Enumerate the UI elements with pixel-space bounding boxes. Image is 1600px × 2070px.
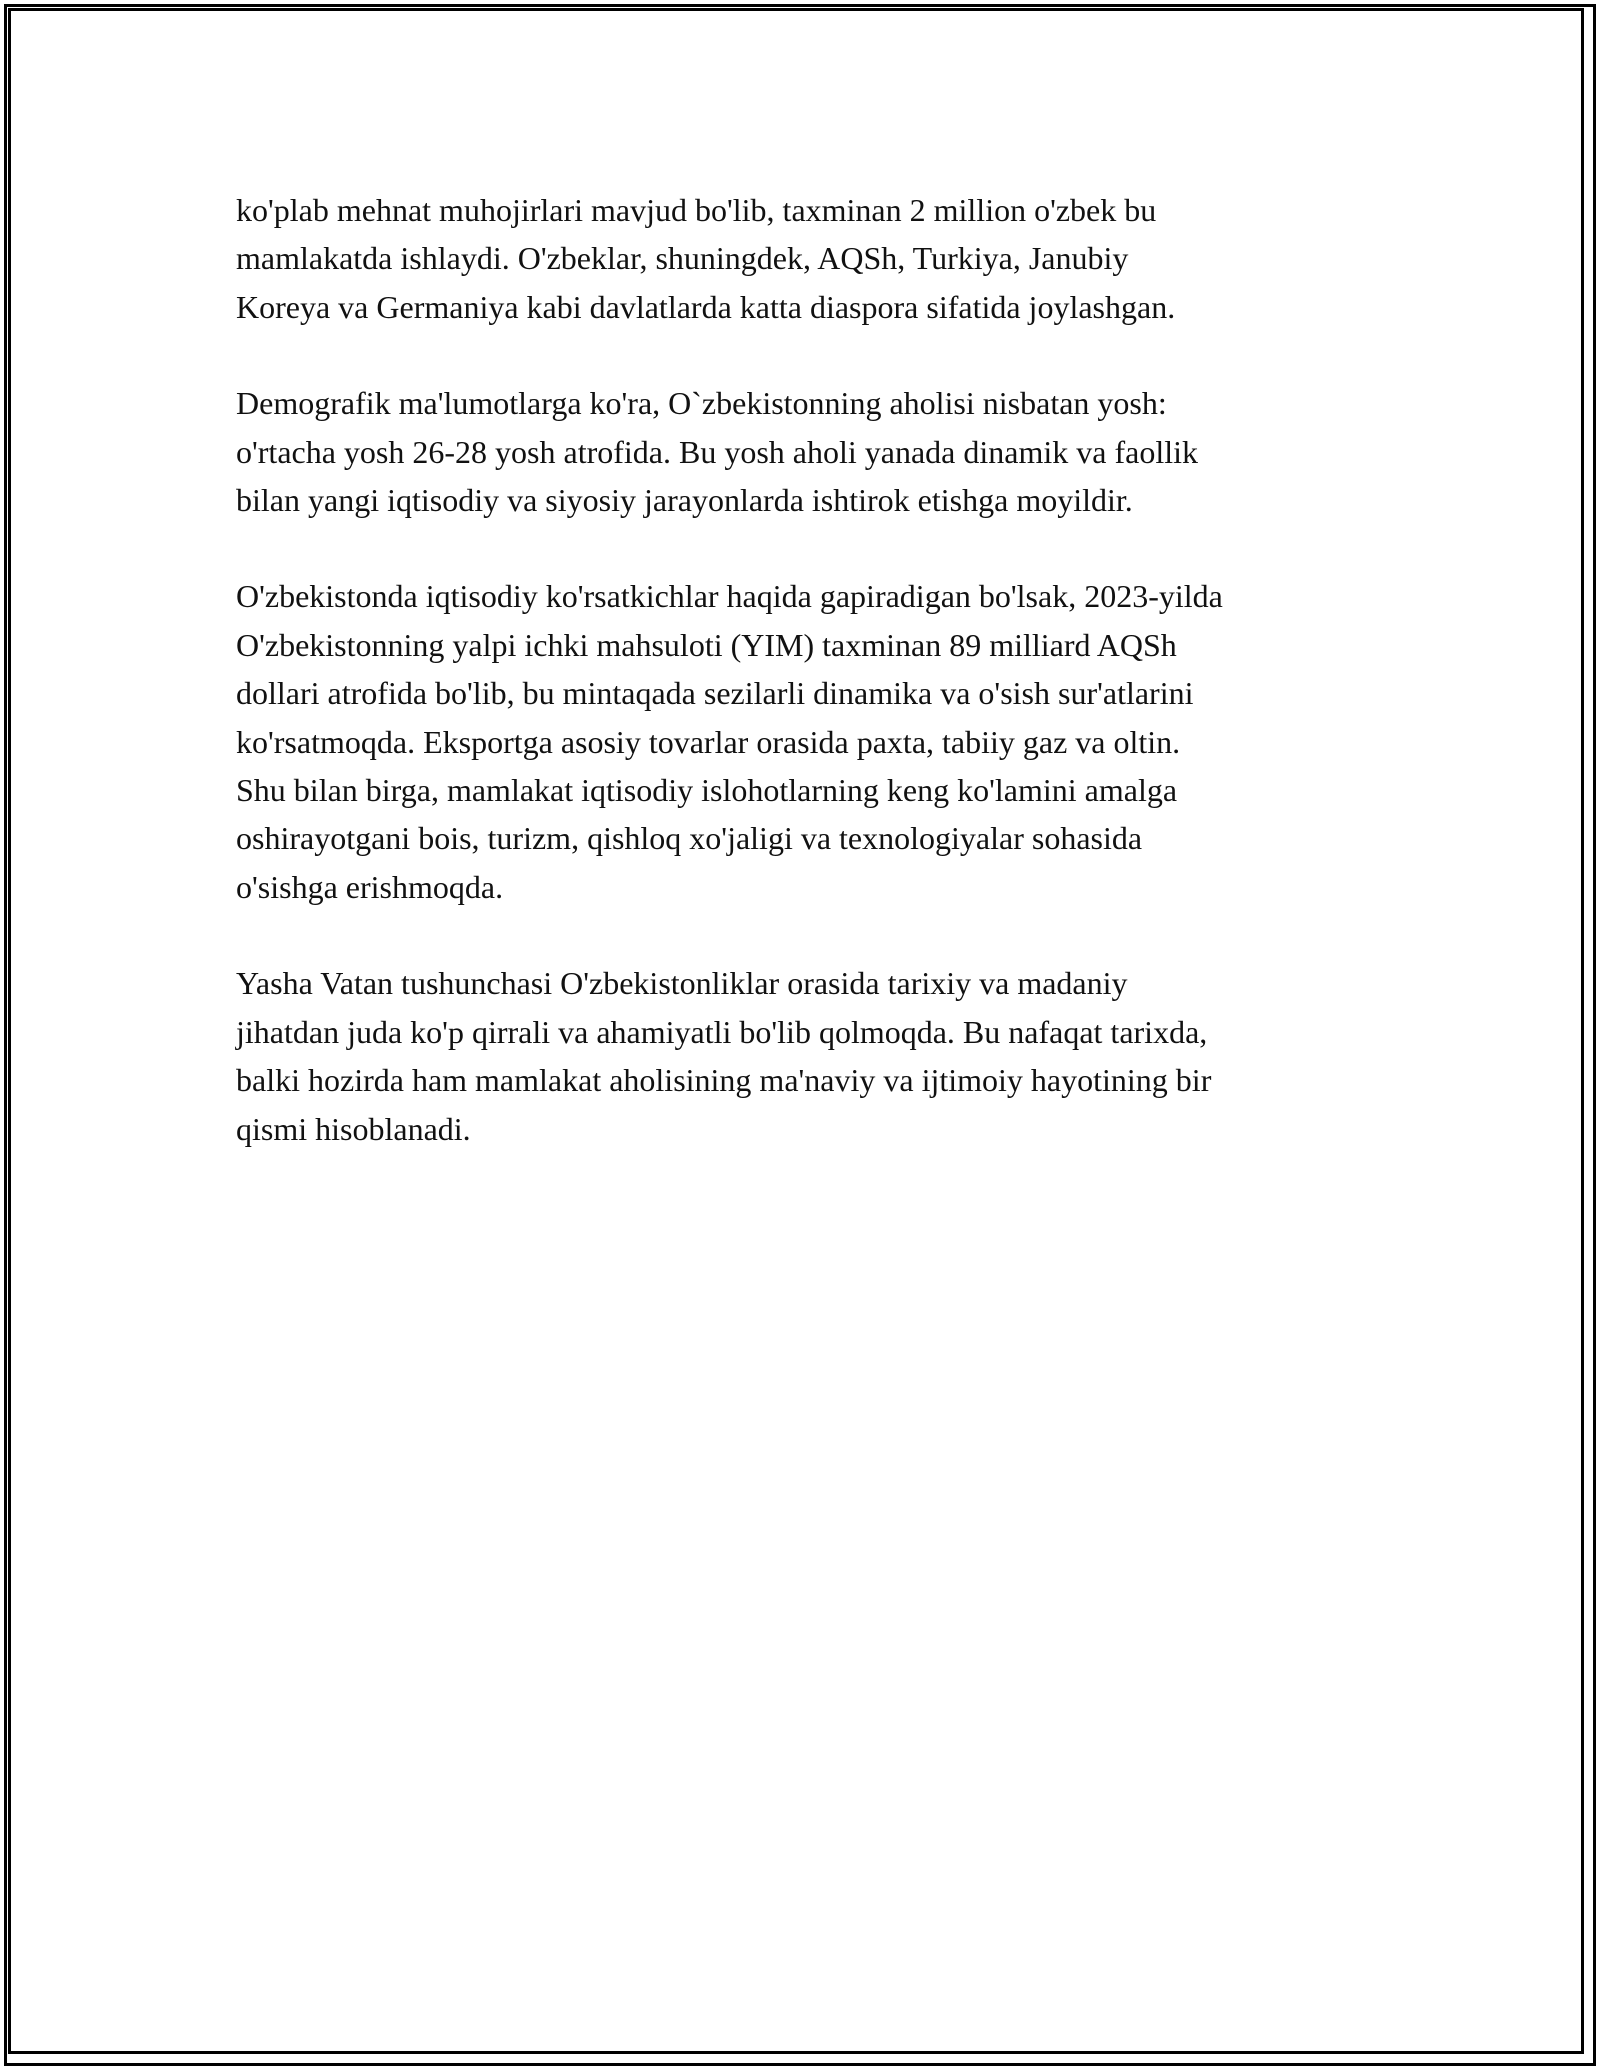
text-line: o'sishga erishmoqda.	[236, 868, 504, 905]
text-line: Yasha Vatan tushunchasi O'zbekistonliklar orasida tarixiy va madaniy	[236, 965, 1128, 1002]
paragraph-3	[236, 572, 1396, 911]
text-line: qismi hisoblanadi.	[236, 1110, 471, 1147]
text-line: O'zbekistonning yalpi ichki mahsuloti (YIM) taxminan 89 milliard AQSh	[236, 626, 1177, 663]
text-line: ko'rsatmoqda. Eksportga asosiy tovarlar orasida paxta, tabiiy gaz va oltin.	[236, 723, 1181, 760]
text-line: Shu bilan birga, mamlakat iqtisodiy islohotlarning keng ko'lamini amalga	[236, 772, 1178, 809]
text-line: mamlakatda ishlaydi. O'zbeklar, shuningdek, AQSh, Turkiya, Janubiy	[236, 240, 1129, 277]
text-line: o'rtacha yosh 26-28 yosh atrofida. Bu yosh aholi yanada dinamik va faollik	[236, 433, 1198, 470]
text-line: ko'plab mehnat muhojirlari mavjud bo'lib, taxminan 2 million o'zbek bu	[236, 192, 1157, 228]
text-line: jihatdan juda ko'p qirrali va ahamiyatli bo'lib qolmoqda. Bu nafaqat tarixda,	[236, 1013, 1208, 1050]
text-line: Koreya va Germaniya kabi davlatlarda katta diaspora sifatida joylashgan.	[236, 288, 1176, 325]
text-line: bilan yangi iqtisodiy va siyosiy jarayonlarda ishtirok etishga moyildir.	[236, 482, 1133, 519]
paragraph-1	[236, 186, 1396, 331]
text-line: oshirayotgani bois, turizm, qishloq xo'jaligi va texnologiyalar sohasida	[236, 820, 1143, 857]
text-line: Demografik ma'lumotlarga ko'ra, O`zbekistonning aholisi nisbatan yosh:	[236, 385, 1167, 422]
paragraph-4	[236, 959, 1396, 1153]
paragraph-2	[236, 379, 1396, 524]
text-line: balki hozirda ham mamlakat aholisining ma'naviy va ijtimoiy hayotining bir	[236, 1062, 1212, 1099]
text-line: O'zbekistonda iqtisodiy ko'rsatkichlar haqida gapiradigan bo'lsak, 2023-yilda	[236, 578, 1223, 615]
text-line: dollari atrofida bo'lib, bu mintaqada sezilarli dinamika va o'sish sur'atlarini	[236, 675, 1194, 712]
document-body	[236, 186, 1396, 1201]
